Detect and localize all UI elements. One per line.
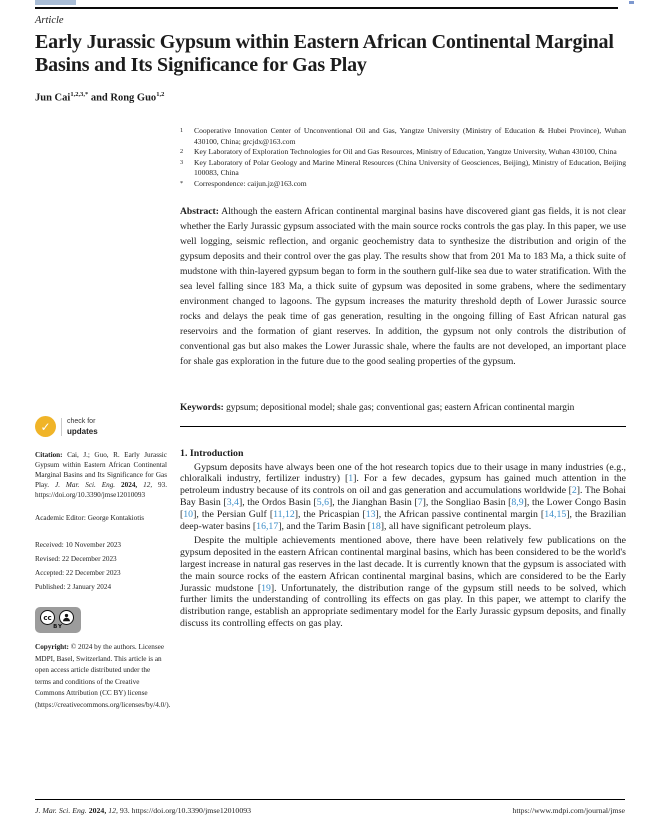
left-sidebar (35, 416, 171, 711)
citation-ref[interactable]: 7 (417, 496, 423, 508)
author-connector: and (90, 92, 108, 104)
affiliation-marker: 3 (180, 158, 184, 166)
footer-volume: 12, (108, 806, 118, 815)
keywords-label: Keywords: (180, 402, 224, 413)
crossmark-line1: check for (67, 417, 96, 425)
citation-text: Cai, J.; Guo, R. Early Jurassic Gypsum within Eastern African Continental Marginal Basins and Its Significance for Gas Play. (35, 451, 167, 489)
cc-icon: cc (40, 610, 55, 625)
citation-ref[interactable]: 10 (183, 508, 194, 520)
affiliation-text: Key Laboratory of Exploration Technologies for Oil and Gas Resources, Ministry of Education, Yangtze University, Wuhan 430100, China (194, 147, 617, 157)
footer-journal: J. Mar. Sci. Eng. (35, 806, 87, 815)
paper-title: Early Jurassic Gypsum within Eastern African Continental Marginal Basins and Its Significance for Gas Play (35, 31, 614, 76)
keywords-rule (180, 426, 626, 427)
history-dates-block (35, 540, 167, 592)
affiliation-row (180, 158, 626, 179)
intro-paragraph-1: Gypsum deposits have always been one of the hot research topics due to their usage in many industries (e.g., chloralkali industry, fertilizer industry) [1]. For a few decades, gypsum has gained much attention in the petroleum industry because of its controls on oil and gas generation and accumulations worldwide [2]. The Bohai Bay Basin [3,4], the Ordos Basin [5,6], the Jianghan Basin [7], the Songliao Basin [8,9], the Lower Congo Basin [10], the Persian Gulf [11,12], the Pricaspian [13], the African passive continental margin [14,15], the Brazilian deep-water basins [16,17], and the Tarim Basin [18], all have significant petroleum plays. (180, 461, 626, 532)
check-for-updates-button[interactable] (35, 416, 167, 437)
crossmark-divider (61, 418, 62, 436)
article-type-label: Article (35, 15, 64, 26)
citation-ref[interactable]: 19 (261, 582, 271, 594)
footer-journal-url[interactable]: https://www.mdpi.com/journal/jmse (512, 806, 625, 815)
abstract-text: Although the eastern African continental marginal basins have discovered giant gas fields, it is not clear whether the Early Jurassic gypsum associated with the main source rocks controls the gas play. In this paper, we use well logging, seismic reflection, and organic geochemistry data to synthesize the distribution and origin of the gypsum deposits and their control over the gas play. The results show that from 201 Ma to 183 Ma, a thick suite of mudstone with thin-layered gypsum began to form in the southern gulf-like sea due to water stratification. With the sea level falling since 183 Ma, a thick suite of gypsum was deposited in some grabens, where the sedimentary environment changed to lagoons. The gypsum increases the maturity threshold depth of Lower Jurassic source rocks and delays the peak time of gas generation, resulting in the ongoing filling of East African natural gas reservoirs and the formation of giant reserves. In addition, the gypsum not only controls the distribution of conventional gas but also makes the Lower Jurassic shale, where the faults are not developed, an important place for shale gas exploration in the future due to the good sealing properties of the gypsum. (180, 205, 626, 367)
copyright-label: Copyright: (35, 643, 69, 651)
author-1: Jun Cai (35, 92, 71, 104)
affiliation-row (180, 126, 626, 147)
affiliation-text: Cooperative Innovation Center of Unconventional Oil and Gas, Yangtze University (Ministry of Education & Hubei Province), Wuhan 430100, China; grcjdx@163.com (194, 126, 626, 146)
main-column (180, 126, 626, 630)
intro-paragraph-2: Despite the multiple achievements mentioned above, there have been relatively few publications on the gypsum deposited in the eastern African continental marginal basins, which has been considered to be the world's largest increase in natural gas reserves in the last decade. It is currently known that the gypsum is associated with the main source rocks of the eastern African continental marginal basins, which are considered to be the Early Jurassic mudstone [19]. Unfortunately, the distribution range of the gypsum still needs to be solved, which further limits the understanding of controlling its effects on gas play. In this paper, we attempt to clarify the distribution range, establish an appropriate sedimentary model for the Early Jurassic gypsum deposits, and finally discuss its controlling effects on gas play. (180, 535, 626, 629)
citation-ref[interactable]: 5,6 (316, 496, 330, 508)
article-header (35, 15, 627, 104)
copyright-text: © 2024 by the authors. Licensee MDPI, Basel, Switzerland. This article is an open access article distributed under the terms and conditions of the Creative Commons Attribution (CC BY) license (https://creativecommons.org/licenses/by/4.0/). (35, 643, 171, 709)
citation-ref[interactable]: 8,9 (511, 496, 524, 508)
citation-ref[interactable]: 11,12 (273, 508, 295, 520)
citation-label: Citation: (35, 451, 63, 459)
correspondence-text[interactable]: Correspondence: caijun.jz@163.com (194, 178, 307, 188)
citation-ref[interactable]: 3,4 (226, 496, 239, 508)
citation-ref[interactable]: 2 (571, 485, 577, 497)
correspondence-row (180, 179, 626, 190)
top-right-marker (629, 1, 634, 4)
published-date: Published: 2 January 2024 (35, 583, 112, 591)
citation-ref[interactable]: 14,15 (544, 508, 567, 520)
citation-block (35, 450, 167, 500)
citation-ref[interactable]: 18 (370, 520, 381, 532)
accepted-date: Accepted: 22 December 2023 (35, 569, 121, 577)
author-2: Rong Guo (110, 92, 157, 104)
crossmark-line2: updates (67, 426, 98, 436)
academic-editor-name: George Kontakiotis (87, 514, 145, 522)
footer-doi-link[interactable]: 93. https://doi.org/10.3390/jmse12010093 (119, 806, 252, 815)
citation-volume: 12, (143, 481, 153, 489)
top-blue-band (35, 0, 76, 5)
abstract-label: Abstract: (180, 205, 219, 217)
section-heading-introduction: 1. Introduction (180, 447, 244, 459)
citation-ref[interactable]: 16,17 (256, 520, 279, 532)
academic-editor-label: Academic Editor: (35, 514, 86, 522)
received-date: Received: 10 November 2023 (35, 541, 122, 549)
citation-journal: J. Mar. Sci. Eng. (55, 481, 116, 489)
affiliation-row (180, 147, 626, 158)
citation-ref[interactable]: 13 (365, 508, 376, 520)
affiliation-text: Key Laboratory of Polar Geology and Marine Mineral Resources (China University of Geosciences, Beijing), Ministry of Education, Beijing 100083, China (194, 157, 626, 178)
cc-by-label: BY (53, 624, 63, 630)
footer-citation (35, 806, 251, 815)
copyright-block (35, 642, 171, 711)
revised-date: Revised: 22 December 2023 (35, 555, 117, 563)
affiliations-list (180, 126, 626, 190)
footer-year: 2024, (88, 806, 107, 815)
affiliation-marker: 2 (180, 148, 184, 156)
keywords-text: gypsum; depositional model; shale gas; conventional gas; eastern African continental margin (226, 402, 575, 413)
academic-editor-block (35, 513, 167, 523)
citation-doi-link[interactable]: 93. https://doi.org/10.3390/jmse12010093 (35, 481, 168, 499)
top-horizontal-rule (35, 7, 618, 9)
author-1-affiliation-marks: 1,2,3,* (70, 91, 89, 98)
citation-year: 2024, (121, 481, 138, 489)
affiliation-marker: 1 (180, 127, 184, 134)
author-2-affiliation-marks: 1,2 (156, 91, 165, 98)
keywords (180, 402, 626, 415)
abstract (180, 204, 626, 369)
correspondence-marker: * (180, 179, 184, 187)
crossmark-check-icon: ✓ (35, 416, 56, 437)
author-line (35, 91, 627, 104)
page-footer (35, 799, 625, 815)
citation-ref[interactable]: 1 (348, 473, 354, 485)
cc-by-license-badge[interactable] (35, 607, 81, 633)
